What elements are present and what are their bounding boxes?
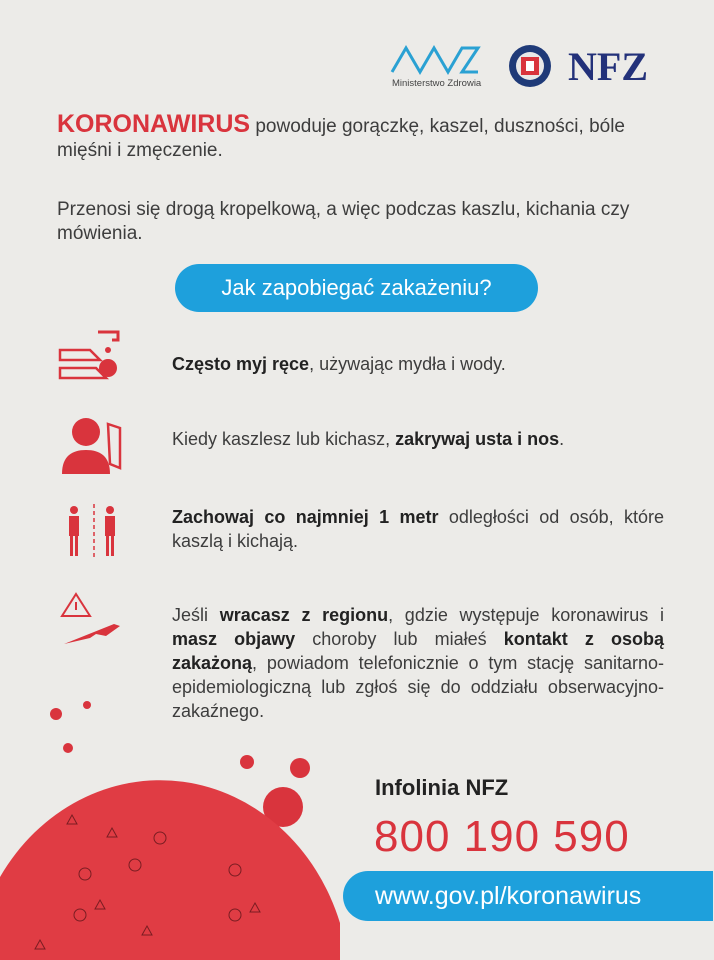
tip-distance [172, 505, 664, 553]
virus-decoration [0, 690, 340, 960]
emphasis-text: Często myj ręce [172, 354, 310, 374]
tip-text: odległości od osób, które kaszlą i kichają. [172, 507, 664, 551]
emphasis-text: zakrywaj usta i nos [395, 429, 560, 449]
tip-cover-mouth [172, 427, 664, 451]
hotline-number[interactable]: 800 190 590 [374, 812, 630, 861]
emphasis-text: wracasz z regionu [219, 605, 389, 625]
emphasis-text: masz objawy [172, 629, 296, 649]
tip-text: Kiedy kaszlesz lub kichasz, [172, 429, 396, 449]
ministry-logo-icon [390, 42, 482, 78]
hotline-label: Infolinia NFZ [375, 775, 509, 800]
cough-cover-icon [60, 412, 130, 474]
prevention-button[interactable]: Jak zapobiegać zakażeniu? [175, 264, 538, 312]
travel-warning-icon [60, 592, 124, 652]
transmission-text: Przenosi się drogą kropelkową, a więc podczas kaszlu, kichania czy mówienia. [57, 199, 630, 244]
ministry-name: Ministerstwo Zdrowia [392, 78, 482, 89]
sanitary-inspection-seal-icon [508, 44, 552, 88]
nfz-logo-icon [568, 46, 658, 86]
intro-text [57, 112, 677, 163]
svg-text:NFZ: NFZ [568, 46, 648, 86]
keyword: KORONAWIRUS [57, 110, 251, 138]
tip-hand-washing [172, 352, 664, 376]
emphasis-text: kontakt z osobą zakażoną [172, 629, 664, 673]
tip-text: , powiadom telefonicznie o tym stację sanitarno-epidemiologiczną lub zgłoś się do oddziału obserwacyjno-zakaźnego. [172, 653, 664, 721]
emphasis-text: Zachowaj co najmniej 1 metr [172, 507, 439, 527]
tip-text: choroby lub miałeś [295, 629, 504, 649]
tip-text: , gdzie występuje koronawirus i [388, 605, 664, 625]
hand-washing-icon [58, 328, 128, 388]
tip-text: . [559, 429, 565, 449]
website-link[interactable]: www.gov.pl/koronawirus [343, 871, 713, 921]
intro-body: powoduje gorączkę, kaszel, duszności, bóle mięśni i zmęczenie. [57, 116, 625, 161]
tip-text: , używając mydła i wody. [309, 354, 506, 374]
logos [390, 40, 670, 95]
tip-text: Jeśli [172, 605, 220, 625]
distance-icon [66, 504, 126, 560]
